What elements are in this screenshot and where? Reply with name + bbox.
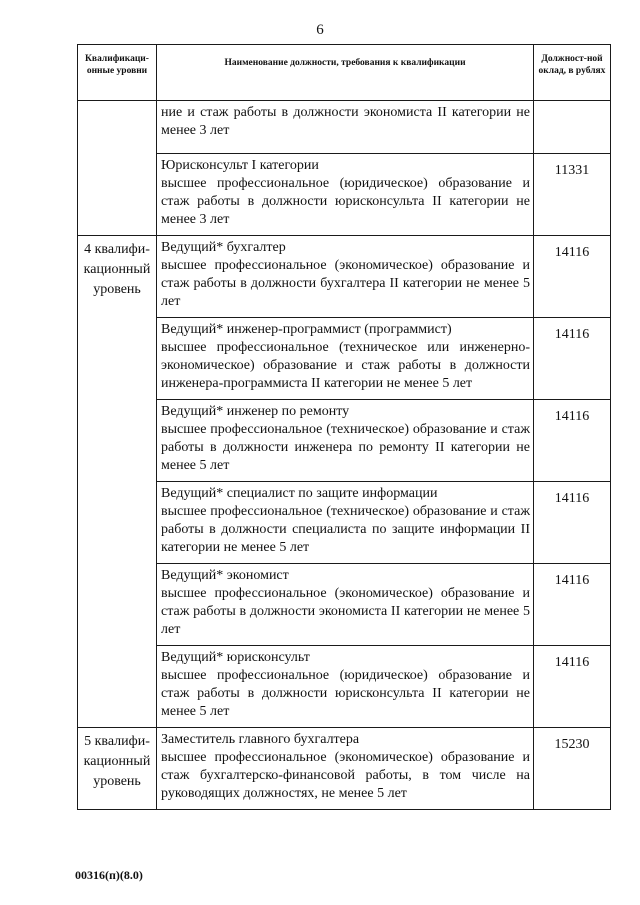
salary-cell: 14116: [534, 646, 611, 728]
position-cell: [157, 728, 534, 810]
position-title: Ведущий* юрисконсульт: [161, 650, 310, 665]
salary-cell: 15230: [534, 728, 611, 810]
table-row: [78, 400, 611, 482]
table-row: [78, 564, 611, 646]
position-cell: [157, 400, 534, 482]
salary-cell: 14116: [534, 236, 611, 318]
position-requirement: высшее профессиональное (юридическое) образование и стаж работы в должности юрисконсульта II категории не менее 3 лет: [161, 176, 530, 227]
header-qualification-levels: Квалификаци-онные уровни: [78, 45, 157, 101]
position-title: Юрисконсульт I категории: [161, 158, 319, 173]
position-requirement: высшее профессиональное (техническое или инженерно-экономическое) образование и стаж работы в должности инженера-программиста II категории не менее 5 лет: [161, 340, 530, 391]
level-cell: 5 квалифи-кационный уровень: [78, 728, 157, 810]
position-cell: [157, 236, 534, 318]
header-salary: Должност-ной оклад, в рублях: [534, 45, 611, 101]
table-row: [78, 101, 611, 154]
table-row: [78, 646, 611, 728]
salary-cell: 14116: [534, 482, 611, 564]
salary-cell: [534, 101, 611, 154]
position-requirement: высшее профессиональное (экономическое) образование и стаж бухгалтерско-финансовой работы, в том числе на руководящих должностях, не менее 5 лет: [161, 750, 530, 801]
position-cell: [157, 318, 534, 400]
salary-cell: 11331: [534, 154, 611, 236]
position-requirement: высшее профессиональное (техническое) образование и стаж работы в должности специалиста по защите информации II категории не менее 5 лет: [161, 504, 530, 555]
document-code: 00316(п)(8.0): [75, 868, 143, 882]
position-cell: [157, 564, 534, 646]
table-row: [78, 154, 611, 236]
position-title: Ведущий* бухгалтер: [161, 240, 286, 255]
salary-cell: 14116: [534, 318, 611, 400]
header-position-name: Наименование должности, требования к квалификации: [157, 45, 534, 101]
position-requirement: высшее профессиональное (экономическое) образование и стаж работы в должности бухгалтера II категории не менее 5 лет: [161, 258, 530, 309]
position-title: Ведущий* специалист по защите информации: [161, 486, 438, 501]
salary-cell: 14116: [534, 564, 611, 646]
qualification-salary-table: [77, 44, 611, 810]
table-row: [78, 728, 611, 810]
salary-cell: 14116: [534, 400, 611, 482]
position-cell: [157, 646, 534, 728]
table-header-row: [78, 45, 611, 101]
position-cell: [157, 482, 534, 564]
position-title: Ведущий* инженер по ремонту: [161, 404, 350, 419]
position-requirement: высшее профессиональное (юридическое) образование и стаж работы в должности юрисконсульта II категории не менее 5 лет: [161, 668, 530, 719]
level-cell: [78, 101, 157, 236]
position-requirement: ние и стаж работы в должности экономиста II категории не менее 3 лет: [161, 105, 530, 138]
table-row: [78, 318, 611, 400]
position-title: Ведущий* экономист: [161, 568, 289, 583]
position-requirement: высшее профессиональное (экономическое) образование и стаж работы в должности экономиста II категории не менее 5 лет: [161, 586, 530, 637]
level-cell: 4 квалифи-кационный уровень: [78, 236, 157, 728]
page-number: 6: [316, 22, 324, 38]
position-requirement: высшее профессиональное (техническое) образование и стаж работы в должности инженера по ремонту II категории не менее 5 лет: [161, 422, 530, 473]
position-title: Заместитель главного бухгалтера: [161, 732, 360, 747]
table-row: [78, 482, 611, 564]
table-row: [78, 236, 611, 318]
position-title: Ведущий* инженер-программист (программист): [161, 322, 452, 337]
position-cell: [157, 101, 534, 154]
position-cell: [157, 154, 534, 236]
